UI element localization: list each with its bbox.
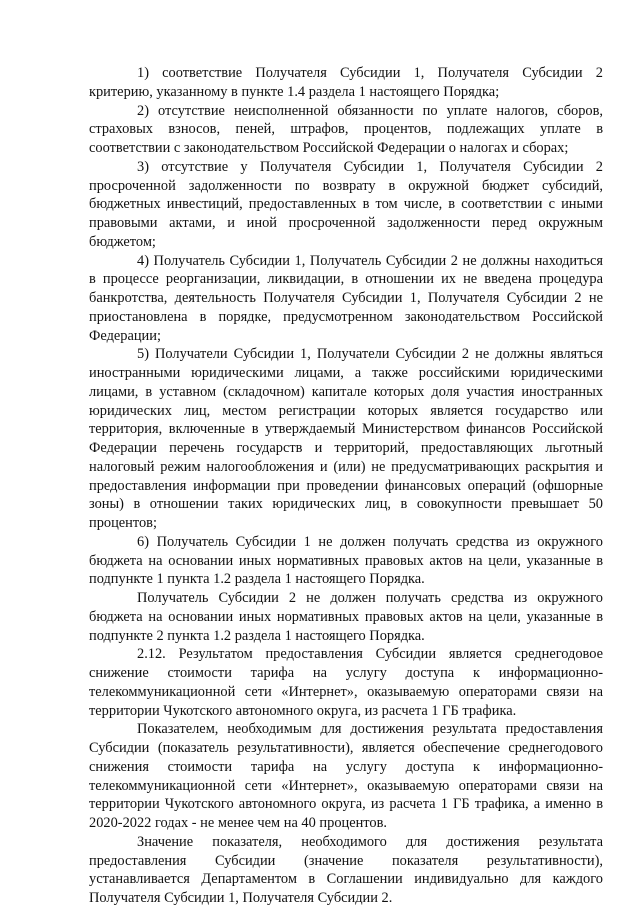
paragraph-indicator-value: Значение показателя, необходимого для достижения результата предоставления Субсидии (значение показателя результативности), устанавливается Департаментом в Соглашении индивидуально для каждого Получателя Субсидии 1, Получателя Субсидии 2. — [89, 833, 603, 906]
paragraph-no-tax-debt: 2) отсутствие неисполненной обязанности по уплате налогов, сборов, страховых взносов, пеней, штрафов, процентов, подлежащих уплате в соответствии с законодательством Российской Федерации о налогах и сборах; — [89, 102, 603, 156]
document-page — [89, 64, 603, 908]
paragraph-subsidy-result: 2.12. Результатом предоставления Субсидии является среднегодовое снижение стоимости тарифа на услугу доступа к информационно-телекоммуникационной сети «Интернет», оказываемую операторами связи на территории Чукотского автономного округа, из расчета 1 ГБ трафика. — [89, 646, 603, 719]
paragraph-no-reorganization: 4) Получатель Субсидии 1, Получатель Субсидии 2 не должны находиться в процессе реорганизации, ликвидации, в отношении их не введена процедура банкротства, деятельность Получателя Субсидии 1, Получателя Субсидии 2 не приостановлена в порядке, предусмотренном законодательством Российской Федерации; — [89, 252, 603, 344]
paragraph-recipient-2-other-funds: Получатель Субсидии 2 не должен получать средства из окружного бюджета на основании иных нормативных правовых актов на цели, указанные в подпункте 2 пункта 1.2 раздела 1 настоящего Порядка. — [89, 590, 603, 644]
paragraph-criterion: 1) соответствие Получателя Субсидии 1, Получателя Субсидии 2 критерию, указанному в пункте 1.4 раздела 1 настоящего Порядка; — [89, 65, 603, 100]
paragraph-recipient-1-other-funds: 6) Получатель Субсидии 1 не должен получать средства из окружного бюджета на основании иных нормативных правовых актов на цели, указанные в подпункте 1 пункта 1.2 раздела 1 настоящего Порядка. — [89, 533, 603, 588]
paragraph-no-overdue-debt: 3) отсутствие у Получателя Субсидии 1, Получателя Субсидии 2 просроченной задолженности по возврату в окружной бюджет субсидий, бюджетных инвестиций, предоставленных в том числе, в соответствии с иными правовыми актами, и иной просроченной задолженности перед окружным бюджетом; — [89, 158, 603, 250]
paragraph-performance-indicator: Показателем, необходимым для достижения результата предоставления Субсидии (показатель результативности), является обеспечение среднегодового снижения стоимости тарифа на услугу доступа к информационно-телекоммуникационной сети «Интернет», оказываемую операторами связи на территории Чукотского автономного округа, из расчета 1 ГБ трафика, а именно в 2020-2022 годах - не менее чем на 40 процентов. — [89, 721, 603, 831]
paragraph-no-foreign-entities: 5) Получатели Субсидии 1, Получатели Субсидии 2 не должны являться иностранными юридическими лицами, а также российскими юридическими лицами, в уставном (складочном) капитале которых доля участия иностранных юридических лиц, местом регистрации которых является государство или территория, включенные в утверждаемый Министерством финансов Российской Федерации перечень государств и территорий, предоставляющих льготный налоговый режим налогообложения и (или) не предусматривающих раскрытия и предоставления информации при проведении финансовых операций (офшорные зоны) в отношении таких юридических лиц, в совокупности превышает 50 процентов; — [89, 346, 603, 531]
